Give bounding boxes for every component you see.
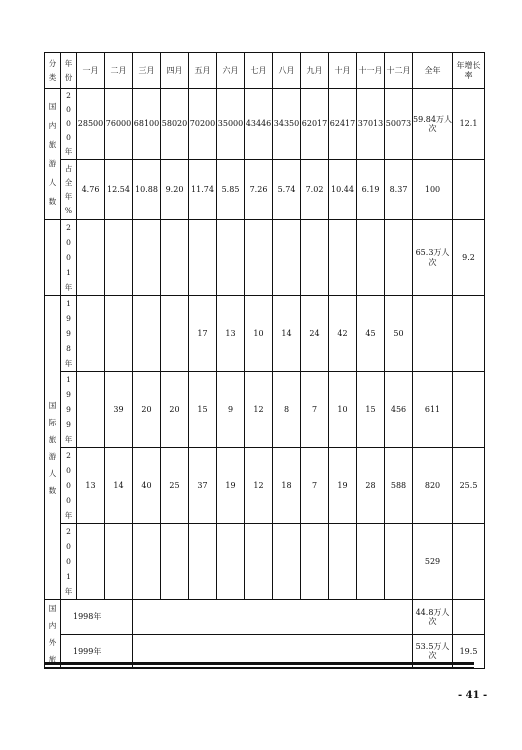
header-month-9: 九月 bbox=[301, 53, 329, 89]
full-year-cell: 65.3万人次 bbox=[413, 220, 453, 296]
month-cell: 9 bbox=[217, 372, 245, 448]
month-cell: 58020 bbox=[161, 89, 189, 160]
month-cell: 10 bbox=[245, 296, 273, 372]
month-cell: 10.44 bbox=[329, 160, 357, 220]
growth-cell bbox=[453, 160, 485, 220]
month-cell: 9.20 bbox=[161, 160, 189, 220]
month-cell bbox=[329, 524, 357, 600]
header-month-2: 二月 bbox=[105, 53, 133, 89]
full-year-cell: 53.5万人次 bbox=[413, 634, 453, 669]
month-cell bbox=[301, 220, 329, 296]
month-cell: 10 bbox=[329, 372, 357, 448]
month-cell: 12 bbox=[245, 372, 273, 448]
full-year-cell bbox=[413, 296, 453, 372]
month-cell: 25 bbox=[161, 448, 189, 524]
month-cell bbox=[105, 296, 133, 372]
month-cell: 5.85 bbox=[217, 160, 245, 220]
growth-cell: 25.5 bbox=[453, 448, 485, 524]
month-cell: 4.76 bbox=[77, 160, 105, 220]
month-cell bbox=[133, 220, 161, 296]
month-cell: 40 bbox=[133, 448, 161, 524]
month-cell bbox=[301, 524, 329, 600]
month-cell: 35000 bbox=[217, 89, 245, 160]
full-year-cell: 100 bbox=[413, 160, 453, 220]
month-cell bbox=[189, 524, 217, 600]
year-cell: 2 0 0 0 年 bbox=[61, 89, 77, 160]
footer-rule-thick bbox=[44, 662, 474, 665]
growth-cell bbox=[453, 296, 485, 372]
growth-cell: 19.5 bbox=[453, 634, 485, 669]
growth-cell bbox=[453, 372, 485, 448]
year-cell: 2 0 0 0 年 bbox=[61, 448, 77, 524]
year-cell: 2 0 0 1 年 bbox=[61, 524, 77, 600]
month-cell bbox=[217, 524, 245, 600]
tourism-table bbox=[44, 52, 485, 669]
month-cell bbox=[357, 524, 385, 600]
month-cell: 20 bbox=[161, 372, 189, 448]
month-cell bbox=[217, 220, 245, 296]
table-row bbox=[45, 448, 485, 524]
table-row bbox=[45, 89, 485, 160]
year-cell: 占 全 年 % bbox=[61, 160, 77, 220]
month-cell bbox=[161, 220, 189, 296]
month-cell: 5.74 bbox=[273, 160, 301, 220]
month-cell bbox=[189, 220, 217, 296]
month-cell bbox=[161, 524, 189, 600]
month-cell: 19 bbox=[217, 448, 245, 524]
section-domestic: 国 内 旅 游 人 数 bbox=[45, 89, 61, 220]
year-cell: 1 9 9 9 年 bbox=[61, 372, 77, 448]
month-cell: 11.74 bbox=[189, 160, 217, 220]
month-cell: 12.54 bbox=[105, 160, 133, 220]
outbound-year-cell: 1998年 bbox=[61, 600, 133, 635]
month-cell: 76000 bbox=[105, 89, 133, 160]
header-month-3: 三月 bbox=[133, 53, 161, 89]
month-cell: 15 bbox=[357, 372, 385, 448]
month-cell bbox=[273, 220, 301, 296]
full-year-cell: 59.84万人次 bbox=[413, 89, 453, 160]
month-cell: 17 bbox=[189, 296, 217, 372]
month-cell: 12 bbox=[245, 448, 273, 524]
month-cell bbox=[105, 220, 133, 296]
month-cell bbox=[245, 524, 273, 600]
growth-cell bbox=[453, 524, 485, 600]
month-cell: 8 bbox=[273, 372, 301, 448]
header-month-11: 十一月 bbox=[357, 53, 385, 89]
table-row bbox=[45, 600, 485, 635]
header-month-12: 十二月 bbox=[385, 53, 413, 89]
month-cell: 14 bbox=[105, 448, 133, 524]
month-cell: 8.37 bbox=[385, 160, 413, 220]
month-cell: 13 bbox=[217, 296, 245, 372]
month-cell: 62417 bbox=[329, 89, 357, 160]
month-cell bbox=[273, 524, 301, 600]
month-cell: 456 bbox=[385, 372, 413, 448]
month-cell: 45 bbox=[357, 296, 385, 372]
full-year-cell: 529 bbox=[413, 524, 453, 600]
header-month-5: 五月 bbox=[189, 53, 217, 89]
month-cell: 68100 bbox=[133, 89, 161, 160]
growth-cell: 12.1 bbox=[453, 89, 485, 160]
month-cell: 14 bbox=[273, 296, 301, 372]
month-cell: 37013 bbox=[357, 89, 385, 160]
month-cell bbox=[133, 296, 161, 372]
header-month-1: 一月 bbox=[77, 53, 105, 89]
month-cell bbox=[133, 524, 161, 600]
month-cell: 37 bbox=[189, 448, 217, 524]
section-outbound: 国 内 外 旅 bbox=[45, 600, 61, 669]
section-international: 国 际 旅 游 人 数 bbox=[45, 296, 61, 600]
month-cell: 15 bbox=[189, 372, 217, 448]
month-cell: 6.19 bbox=[357, 160, 385, 220]
month-cell: 28500 bbox=[77, 89, 105, 160]
outbound-blank-cell bbox=[133, 600, 413, 635]
section-blank bbox=[45, 220, 61, 296]
table-row bbox=[45, 372, 485, 448]
full-year-cell: 44.8万人次 bbox=[413, 600, 453, 635]
growth-cell bbox=[453, 600, 485, 635]
month-cell bbox=[357, 220, 385, 296]
month-cell bbox=[77, 220, 105, 296]
table-row bbox=[45, 296, 485, 372]
outbound-year-cell: 1999年 bbox=[61, 634, 133, 669]
month-cell: 588 bbox=[385, 448, 413, 524]
month-cell: 50073 bbox=[385, 89, 413, 160]
header-month-4: 四月 bbox=[161, 53, 189, 89]
month-cell: 7.02 bbox=[301, 160, 329, 220]
month-cell bbox=[385, 524, 413, 600]
header-growth: 年增长率 bbox=[453, 53, 485, 89]
month-cell: 18 bbox=[273, 448, 301, 524]
header-month-6: 六月 bbox=[217, 53, 245, 89]
month-cell: 43446 bbox=[245, 89, 273, 160]
header-month-10: 十月 bbox=[329, 53, 357, 89]
month-cell: 7.26 bbox=[245, 160, 273, 220]
month-cell bbox=[105, 524, 133, 600]
full-year-cell: 611 bbox=[413, 372, 453, 448]
year-cell: 2 0 0 1 年 bbox=[61, 220, 77, 296]
month-cell bbox=[77, 296, 105, 372]
month-cell: 7 bbox=[301, 448, 329, 524]
month-cell bbox=[329, 220, 357, 296]
header-month-7: 七月 bbox=[245, 53, 273, 89]
month-cell bbox=[161, 296, 189, 372]
header-category: 分 类 bbox=[45, 53, 61, 89]
header-year: 年 份 bbox=[61, 53, 77, 89]
month-cell: 62017 bbox=[301, 89, 329, 160]
growth-cell: 9.2 bbox=[453, 220, 485, 296]
table-row bbox=[45, 220, 485, 296]
month-cell bbox=[77, 524, 105, 600]
month-cell: 24 bbox=[301, 296, 329, 372]
header-full-year: 全年 bbox=[413, 53, 453, 89]
full-year-cell: 820 bbox=[413, 448, 453, 524]
table-row bbox=[45, 160, 485, 220]
header-row bbox=[45, 53, 485, 89]
month-cell: 28 bbox=[357, 448, 385, 524]
month-cell: 42 bbox=[329, 296, 357, 372]
month-cell bbox=[385, 220, 413, 296]
month-cell bbox=[245, 220, 273, 296]
month-cell: 13 bbox=[77, 448, 105, 524]
month-cell: 7 bbox=[301, 372, 329, 448]
month-cell bbox=[77, 372, 105, 448]
footer-rule-thin bbox=[44, 667, 474, 668]
page-number: - 41 - bbox=[458, 690, 488, 701]
month-cell: 10.88 bbox=[133, 160, 161, 220]
month-cell: 19 bbox=[329, 448, 357, 524]
year-cell: 1 9 9 8 年 bbox=[61, 296, 77, 372]
month-cell: 70200 bbox=[189, 89, 217, 160]
month-cell: 20 bbox=[133, 372, 161, 448]
header-month-8: 八月 bbox=[273, 53, 301, 89]
month-cell: 39 bbox=[105, 372, 133, 448]
month-cell: 34350 bbox=[273, 89, 301, 160]
month-cell: 50 bbox=[385, 296, 413, 372]
table-row bbox=[45, 524, 485, 600]
